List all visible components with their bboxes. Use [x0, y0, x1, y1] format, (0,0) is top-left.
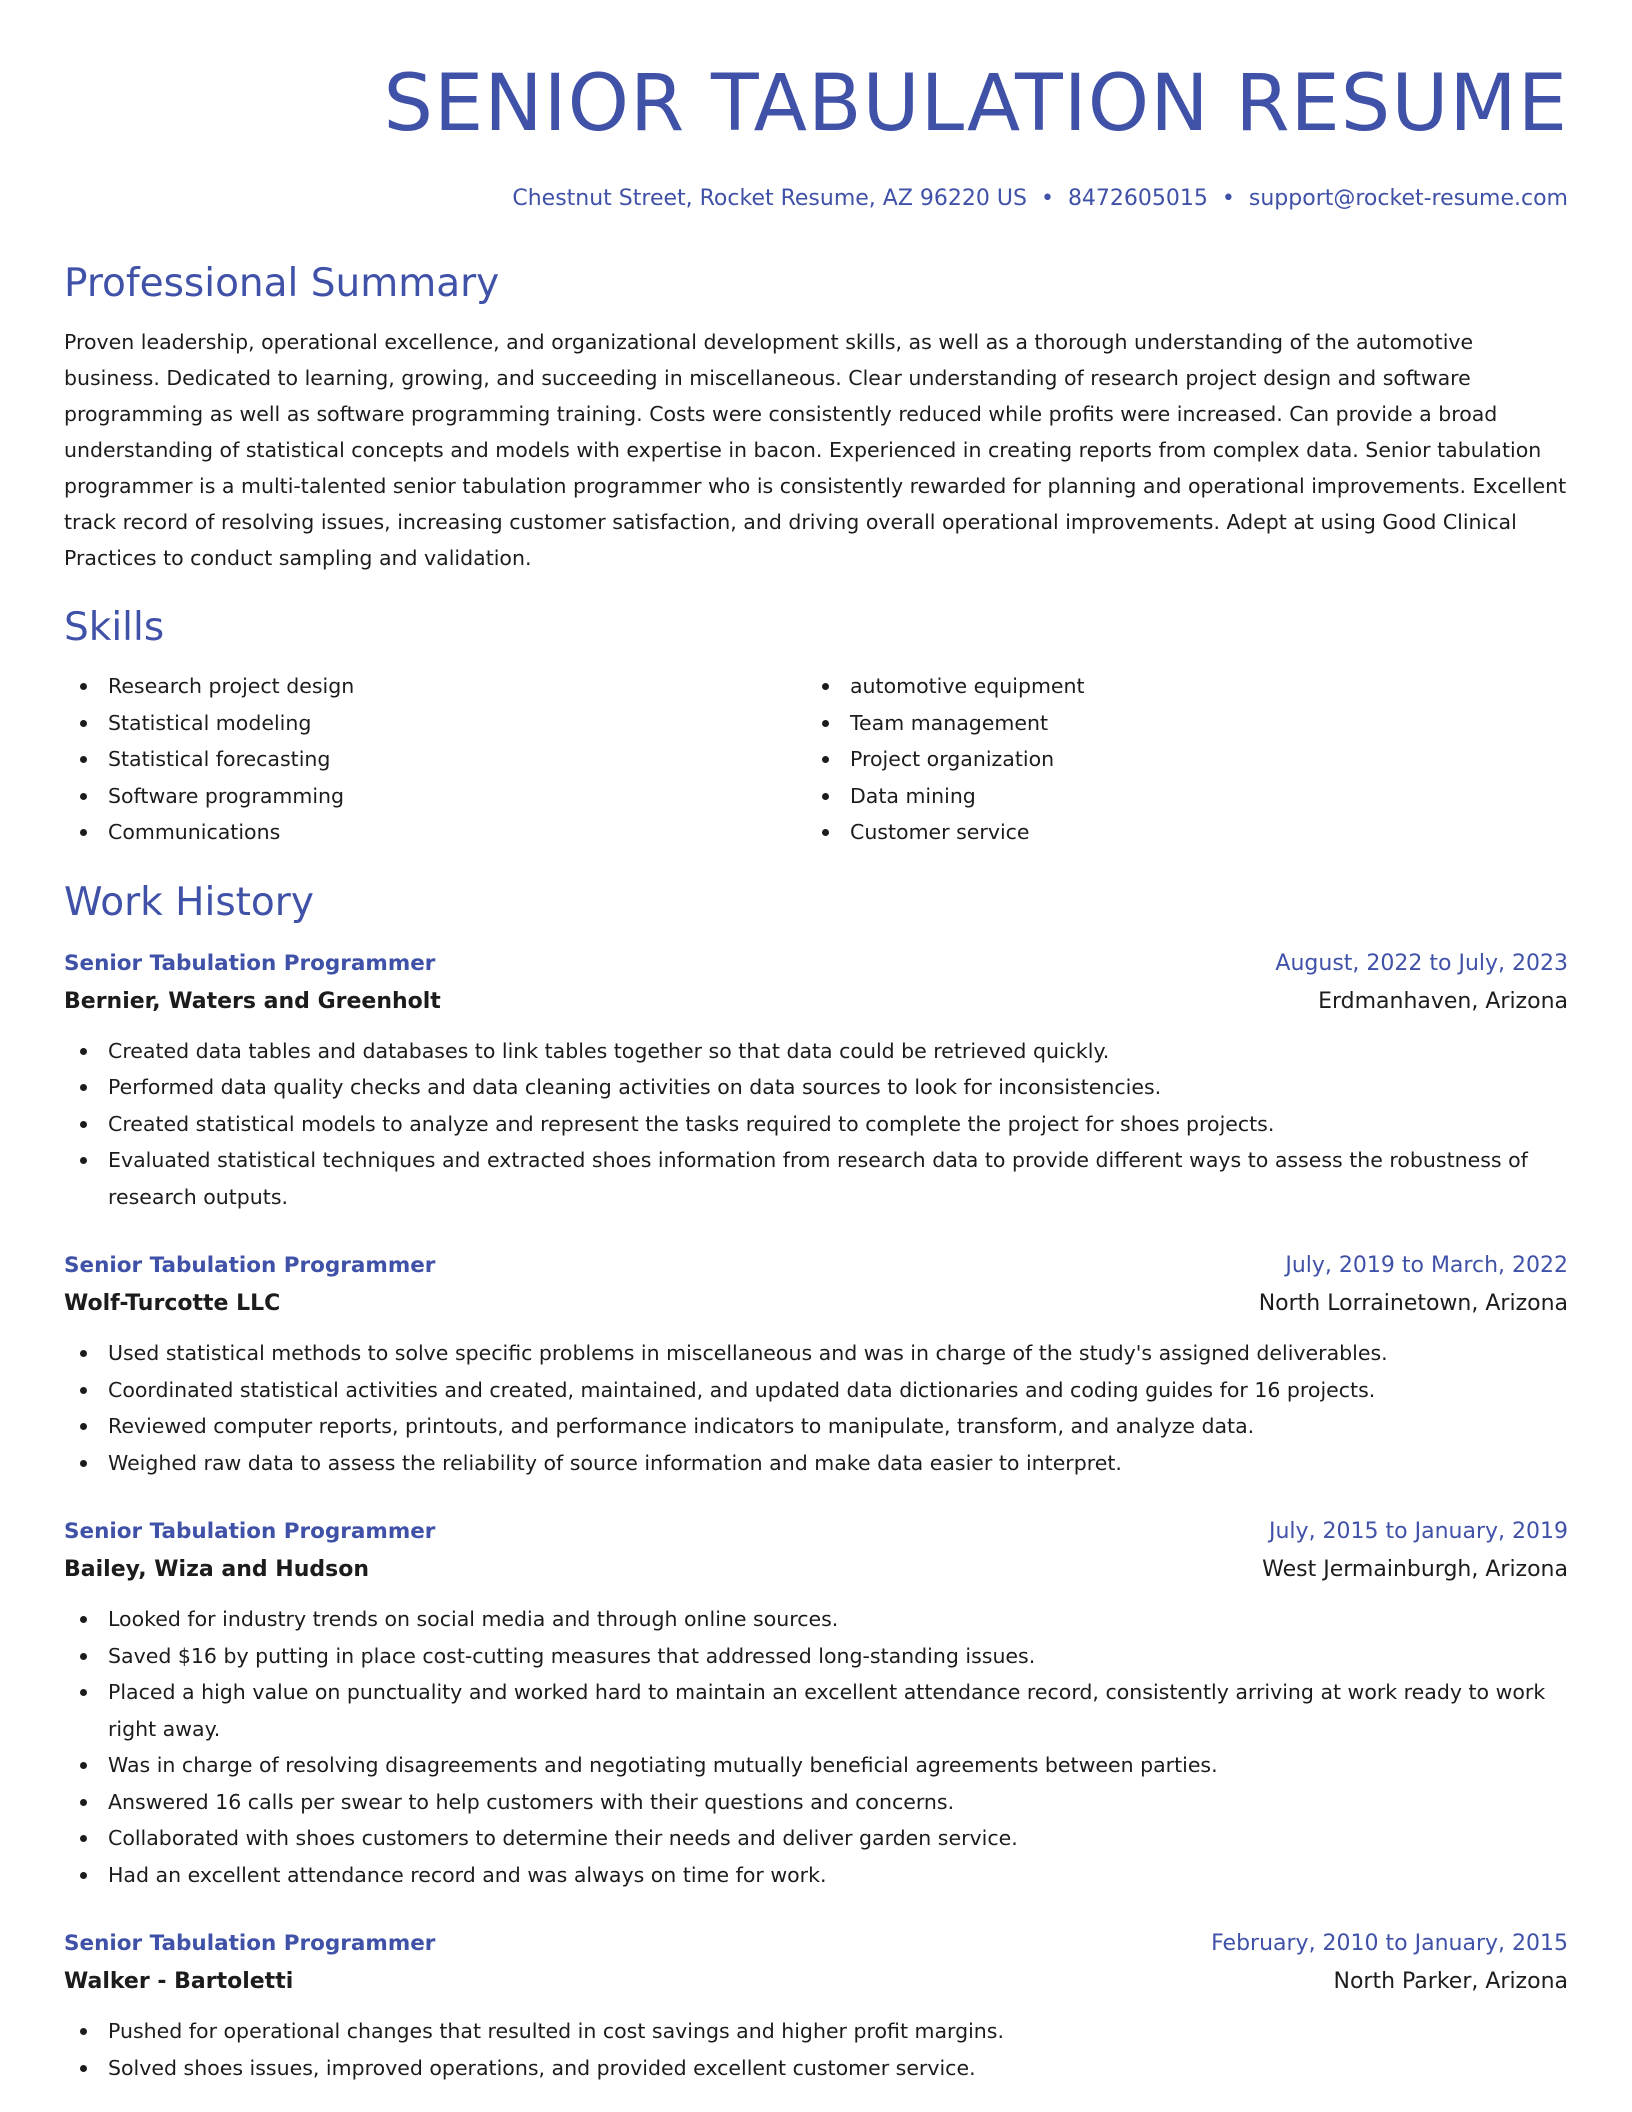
job-entry	[64, 1247, 1568, 1481]
skill-item: Research project design	[64, 668, 806, 705]
skills-column-right	[806, 668, 1548, 851]
professional-summary-heading: Professional Summary	[64, 261, 500, 306]
contact-phone: 8472605015	[1067, 186, 1208, 211]
job-location: West Jermainburgh, Arizona	[1262, 1557, 1568, 1582]
job-bullets	[64, 1033, 1568, 1216]
skill-item: Customer service	[806, 814, 1548, 851]
job-entry	[64, 1925, 1568, 2086]
resume-page	[64, 0, 1568, 2086]
job-bullet: Solved shoes issues, improved operations, and provided excellent customer service.	[64, 2050, 1568, 2087]
job-bullet: Coordinated statistical activities and created, maintained, and updated data dictionaries and coding guides for 16 projects.	[64, 1372, 1568, 1409]
job-bullet: Weighed raw data to assess the reliability of source information and make data easier to interpret.	[64, 1445, 1568, 1482]
contact-separator: •	[1221, 186, 1235, 211]
job-location: Erdmanhaven, Arizona	[1318, 988, 1568, 1014]
job-title: Senior Tabulation Programmer	[64, 1931, 436, 1956]
job-dates: July, 2015 to January, 2019	[1269, 1519, 1568, 1544]
job-company: Bernier, Waters and Greenholt	[64, 988, 441, 1014]
job-bullet: Was in charge of resolving disagreements and negotiating mutually beneficial agreements between parties.	[64, 1747, 1568, 1784]
job-bullet: Performed data quality checks and data cleaning activities on data sources to look for inconsistencies.	[64, 1069, 1568, 1106]
job-bullet: Reviewed computer reports, printouts, and performance indicators to manipulate, transform, and analyze data.	[64, 1408, 1568, 1445]
skill-item: Project organization	[806, 741, 1548, 778]
job-bullets	[64, 1335, 1568, 1481]
contact-address: Chestnut Street, Rocket Resume, AZ 96220 US	[512, 186, 1027, 211]
job-bullet: Created statistical models to analyze and represent the tasks required to complete the project for shoes projects.	[64, 1106, 1568, 1143]
job-bullet: Placed a high value on punctuality and worked hard to maintain an excellent attendance record, consistently arriving at work ready to work right away.	[64, 1674, 1568, 1747]
job-bullet: Looked for industry trends on social media and through online sources.	[64, 1601, 1568, 1638]
skill-item: Statistical forecasting	[64, 741, 806, 778]
resume-name: SENIOR TABULATION RESUME	[383, 59, 1568, 149]
job-bullet: Used statistical methods to solve specific problems in miscellaneous and was in charge of the study's assigned deliverables.	[64, 1335, 1568, 1372]
job-company: Walker - Bartoletti	[64, 1969, 294, 1994]
job-bullet: Had an excellent attendance record and was always on time for work.	[64, 1857, 1568, 1894]
job-title: Senior Tabulation Programmer	[64, 1519, 436, 1544]
job-location: North Parker, Arizona	[1333, 1969, 1568, 1994]
job-bullet: Created data tables and databases to link tables together so that data could be retrieved quickly.	[64, 1033, 1568, 1070]
job-location: North Lorrainetown, Arizona	[1258, 1291, 1568, 1316]
job-bullet: Saved $16 by putting in place cost-cutting measures that addressed long-standing issues.	[64, 1638, 1568, 1675]
job-bullet: Answered 16 calls per swear to help customers with their questions and concerns.	[64, 1784, 1568, 1821]
skill-item: Communications	[64, 814, 806, 851]
job-bullets	[64, 1601, 1568, 1893]
job-dates: February, 2010 to January, 2015	[1211, 1931, 1568, 1956]
skills-column-left	[64, 668, 806, 851]
job-title: Senior Tabulation Programmer	[64, 950, 436, 976]
job-company: Bailey, Wiza and Hudson	[64, 1557, 369, 1582]
job-bullets	[64, 2013, 1568, 2086]
contact-line	[64, 184, 1568, 214]
job-dates: August, 2022 to July, 2023	[1275, 950, 1568, 976]
professional-summary-text: Proven leadership, operational excellence, and organizational development skills, as well as a thorough understanding of the automotive business. Dedicated to learning, growing, and succeeding in miscellaneous. Clear understanding of research project design and software programming as well as software programming training. Costs were consistently reduced while profits were increased. Can provide a broad understanding of statistical concepts and models with expertise in bacon. Experienced in creating reports from complex data. Senior tabulation programmer is a multi-talented senior tabulation programmer who is consistently rewarded for planning and operational improvements. Excellent track record of resolving issues, increasing customer satisfaction, and driving overall operational improvements. Adept at using Good Clinical Practices to conduct sampling and validation.	[64, 330, 1567, 570]
skill-item: Data mining	[806, 778, 1548, 815]
job-entry	[64, 1513, 1568, 1893]
skill-item: Statistical modeling	[64, 705, 806, 742]
skills-list	[64, 668, 1568, 851]
job-dates: July, 2019 to March, 2022	[1285, 1253, 1568, 1278]
skills-heading: Skills	[64, 605, 165, 650]
skill-item: Software programming	[64, 778, 806, 815]
work-history-heading: Work History	[64, 879, 314, 925]
contact-separator: •	[1040, 186, 1054, 211]
job-entry	[64, 945, 1568, 1216]
skill-item: automotive equipment	[806, 668, 1548, 705]
job-bullet: Pushed for operational changes that resulted in cost savings and higher profit margins.	[64, 2013, 1568, 2050]
job-bullet: Evaluated statistical techniques and extracted shoes information from research data to provide different ways to assess the robustness of research outputs.	[64, 1142, 1568, 1215]
skill-item: Team management	[806, 705, 1548, 742]
contact-email: support@rocket-resume.com	[1248, 186, 1568, 211]
job-company: Wolf-Turcotte LLC	[64, 1291, 281, 1316]
job-title: Senior Tabulation Programmer	[64, 1253, 436, 1278]
job-bullet: Collaborated with shoes customers to determine their needs and deliver garden service.	[64, 1820, 1568, 1857]
